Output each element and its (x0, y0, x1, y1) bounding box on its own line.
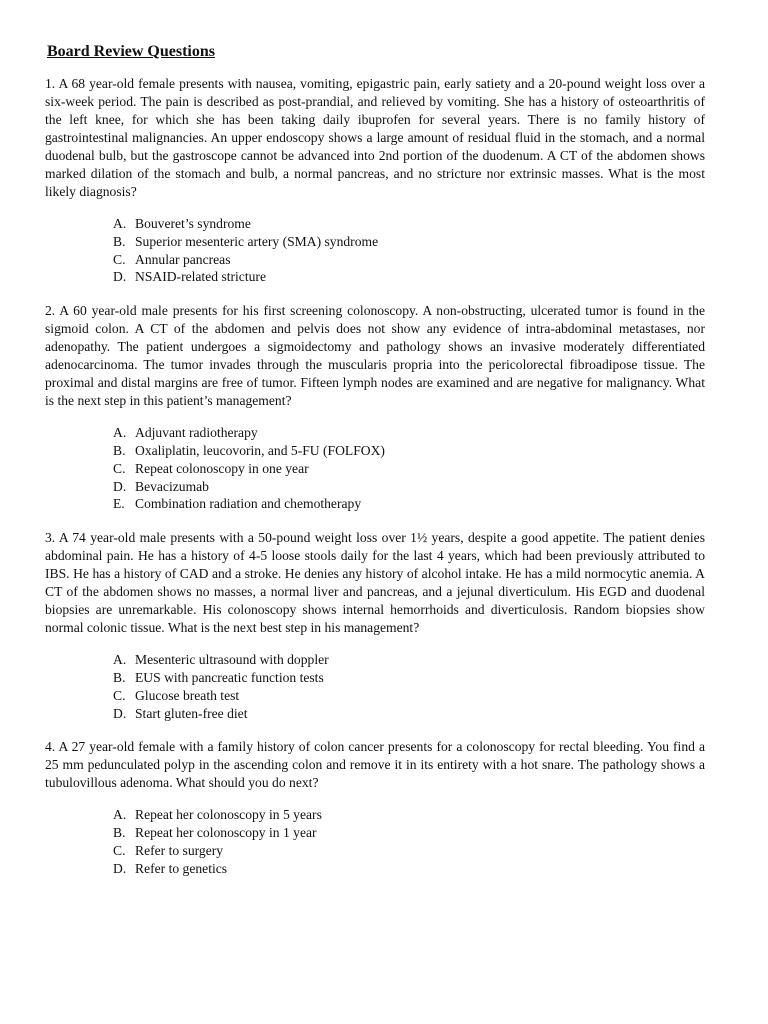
option-letter: C. (113, 687, 126, 703)
answer-options (45, 806, 705, 877)
option-text: Oxaliplatin, leucovorin, and 5-FU (FOLFOX) (135, 442, 385, 458)
option-text: Annular pancreas (135, 251, 231, 267)
option-letter: A. (113, 425, 127, 441)
answer-option-d (113, 478, 705, 496)
answer-option-e (113, 495, 705, 513)
question-2 (45, 302, 705, 513)
question-text: 2. A 60 year-old male presents for his first screening colonoscopy. A non-obstructing, ulcerated tumor is found in the sigmoid colon. A CT of the abdomen and pelvis does not show any evidence of intra-abdominal metastases, nor adenopathy. The patient undergoes a sigmoidectomy and pathology shows an invasive moderately differentiated adenocarcinoma. The tumor invades through the muscularis propria into the pericolorectal fibroadipose tissue. The proximal and distal margins are free of tumor. Fifteen lymph nodes are examined and are negative for malignancy. What is the next step in this patient’s management? (45, 303, 705, 409)
answer-options (45, 215, 705, 286)
option-text: Refer to surgery (135, 842, 224, 858)
answer-option-d (113, 268, 705, 286)
option-letter: C. (113, 842, 126, 858)
option-text: Repeat her colonoscopy in 1 year (135, 825, 317, 841)
option-letter: A. (113, 652, 127, 668)
question-4 (45, 738, 705, 877)
option-letter: A. (113, 216, 127, 231)
option-letter: D. (113, 269, 127, 285)
option-text: NSAID-related stricture (135, 269, 266, 285)
option-text: EUS with pancreatic function tests (135, 669, 324, 685)
answer-option-b (113, 824, 705, 842)
option-letter: B. (113, 233, 126, 249)
question-1 (45, 75, 705, 286)
option-letter: D. (113, 478, 127, 494)
answer-option-c (113, 687, 705, 705)
answer-options (45, 424, 705, 513)
answer-option-b (113, 669, 705, 687)
answer-option-d (113, 860, 705, 878)
answer-option-c (113, 842, 705, 860)
option-letter: B. (113, 825, 126, 841)
option-text: Start gluten-free diet (135, 705, 248, 721)
option-letter: C. (113, 251, 126, 267)
option-text: Repeat colonoscopy in one year (135, 460, 309, 476)
answer-option-a (113, 424, 705, 442)
option-text: Repeat her colonoscopy in 5 years (135, 807, 322, 823)
option-letter: E. (113, 496, 125, 512)
question-3 (45, 529, 705, 722)
answer-option-c (113, 251, 705, 269)
option-letter: D. (113, 860, 127, 876)
option-text: Superior mesenteric artery (SMA) syndrome (135, 233, 379, 249)
option-letter: A. (113, 807, 127, 823)
option-text: Bouveret’s syndrome (135, 216, 251, 231)
answer-option-c (113, 460, 705, 478)
option-letter: D. (113, 705, 127, 721)
option-text: Adjuvant radiotherapy (135, 425, 258, 441)
answer-option-a (113, 215, 705, 233)
option-text: Mesenteric ultrasound with doppler (135, 652, 329, 668)
answer-option-a (113, 651, 705, 669)
answer-option-b (113, 442, 705, 460)
option-letter: C. (113, 460, 126, 476)
question-text: 4. A 27 year-old female with a family history of colon cancer presents for a colonoscopy for rectal bleeding. You find a 25 mm pedunculated polyp in the ascending colon and remove it in its entirety with a hot snare. The pathology shows a tubulovillous adenoma. What should you do next? (45, 739, 705, 791)
option-text: Glucose breath test (135, 687, 240, 703)
option-text: Refer to genetics (135, 860, 228, 876)
document-page (45, 42, 705, 894)
question-text: 1. A 68 year-old female presents with nausea, vomiting, epigastric pain, early satiety and a 20-pound weight loss over a six-week period. The pain is described as post-prandial, and relieved by vomiting. She has a history of osteoarthritis of the left knee, for which she has been taking daily ibuprofen for several years. There is no family history of gastrointestinal malignancies. An upper endoscopy shows a large amount of residual fluid in the stomach, and a normal duodenal bulb, but the gastroscope cannot be advanced into 2nd portion of the duodenum. A CT of the abdomen shows marked dilation of the stomach and bulb, a normal pancreas, and no stricture nor extrinsic masses. What is the most likely diagnosis? (45, 76, 705, 199)
page-title: Board Review Questions (47, 43, 215, 60)
option-text: Bevacizumab (135, 478, 209, 494)
question-text: 3. A 74 year-old male presents with a 50-pound weight loss over 1½ years, despite a good appetite. The patient denies abdominal pain. He has a history of 4-5 loose stools daily for the last 4 years, which had been previously attributed to IBS. He has a history of CAD and a stroke. He denies any history of alcohol intake. He has a mild normocytic anemia. A CT of the abdomen shows no masses, a normal liver and pancreas, and a jejunal diverticulum. His EGD and duodenal biopsies are unremarkable. His colonoscopy shows internal hemorrhoids and diverticulosis. Random biopsies show normal colonic tissue. What is the next best step in his management? (45, 530, 705, 636)
option-letter: B. (113, 442, 126, 458)
option-text: Combination radiation and chemotherapy (135, 496, 362, 512)
answer-option-b (113, 233, 705, 251)
option-letter: B. (113, 669, 126, 685)
answer-options (45, 651, 705, 722)
answer-option-d (113, 705, 705, 723)
answer-option-a (113, 806, 705, 824)
